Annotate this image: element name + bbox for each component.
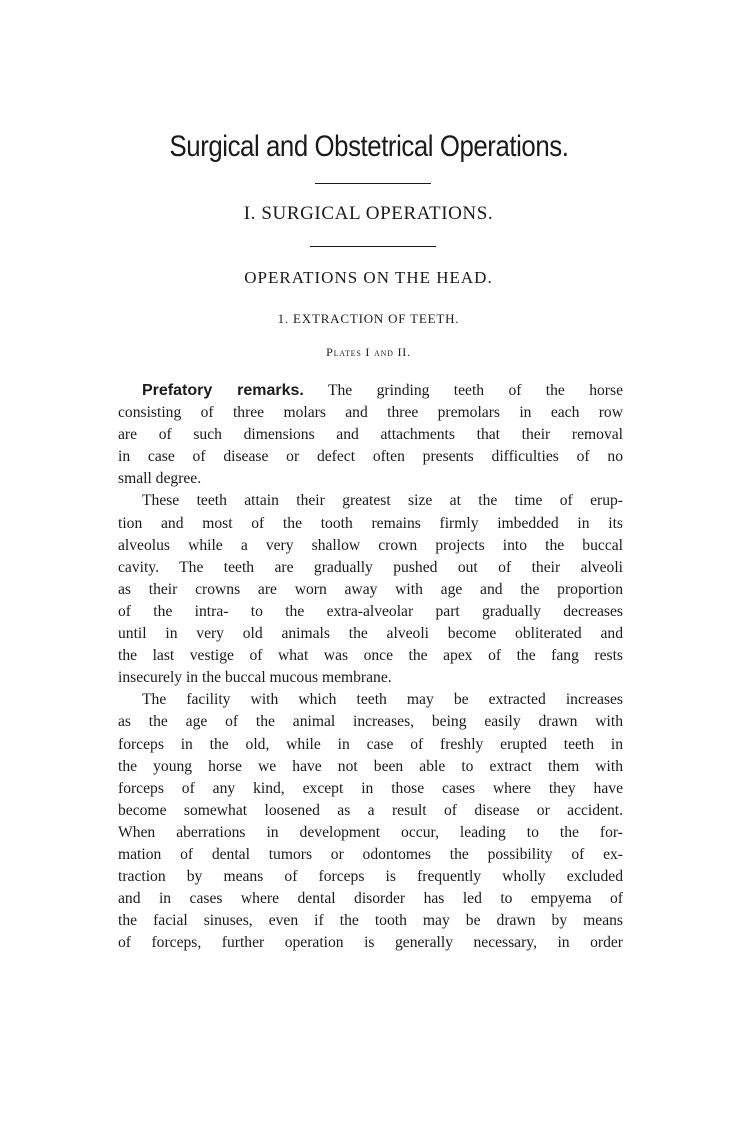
paragraph-2-line: as their crowns are worn away with age and the proportion bbox=[118, 580, 623, 598]
paragraph-3-line: When aberrations in development occur, leading to the for- bbox=[118, 823, 623, 841]
part-divider bbox=[310, 246, 436, 247]
plates-reference: Plates I and II. bbox=[326, 345, 411, 359]
paragraph-1-line: are of such dimensions and attachments that their removal bbox=[118, 426, 623, 444]
paragraph-3-line: the young horse we have not been able to extract them with bbox=[118, 757, 623, 775]
subsection-heading: 1. EXTRACTION OF TEETH. bbox=[277, 311, 460, 326]
paragraph-1-line: consisting of three molars and three premolars in each row bbox=[118, 404, 623, 422]
paragraph-2-line: insecurely in the buccal mucous membrane. bbox=[118, 669, 392, 687]
paragraph-3-line: the facial sinuses, even if the tooth may be drawn by means bbox=[118, 912, 623, 930]
paragraph-1-line: small degree. bbox=[118, 470, 202, 488]
paragraph-3-line: The facility with which teeth may be extracted increases bbox=[142, 691, 623, 709]
paragraph-2-line: cavity. The teeth are gradually pushed out of their alveoli bbox=[118, 558, 623, 576]
paragraph-1-line: in case of disease or defect often presents difficulties of no bbox=[118, 448, 623, 466]
paragraph-2-line: tion and most of the tooth remains firmly imbedded in its bbox=[118, 514, 623, 532]
part-heading: I. SURGICAL OPERATIONS. bbox=[243, 203, 494, 224]
paragraph-lead-in: Prefatory remarks. bbox=[142, 382, 304, 399]
body-text bbox=[118, 380, 623, 954]
paragraph-3-line: mation of dental tumors or odontomes the possibility of ex- bbox=[118, 845, 623, 863]
paragraph-2-line: of the intra- to the extra-alveolar part gradually decreases bbox=[118, 602, 623, 620]
paragraph-3-line: forceps in the old, while in case of freshly erupted teeth in bbox=[118, 735, 623, 753]
paragraph-2-line: the last vestige of what was once the apex of the fang rests bbox=[118, 647, 623, 665]
paragraph-3-line: and in cases where dental disorder has led to empyema of bbox=[118, 890, 623, 908]
paragraph-3-line: forceps of any kind, except in those cases where they have bbox=[118, 779, 623, 797]
title-divider bbox=[315, 183, 431, 184]
paragraph-3-line: traction by means of forceps is frequently wholly excluded bbox=[118, 868, 623, 886]
paragraph-3-line: become somewhat loosened as a result of disease or accident. bbox=[118, 801, 623, 819]
paragraph-1-line-text: The grinding teeth of the horse bbox=[303, 382, 623, 399]
paragraph-2-line: until in very old animals the alveoli become obliterated and bbox=[118, 625, 623, 643]
paragraph-3-line: of forceps, further operation is generally necessary, in order bbox=[118, 934, 623, 952]
paragraph-3-line: as the age of the animal increases, being easily drawn with bbox=[118, 713, 623, 731]
paragraph-1-line bbox=[118, 380, 623, 402]
paragraph-2-line: These teeth attain their greatest size at the time of erup- bbox=[142, 492, 623, 510]
page-title: Surgical and Obstetrical Operations. bbox=[169, 130, 569, 163]
section-heading: OPERATIONS ON THE HEAD. bbox=[244, 268, 493, 287]
paragraph-2-line: alveolus while a very shallow crown projects into the buccal bbox=[118, 536, 623, 554]
